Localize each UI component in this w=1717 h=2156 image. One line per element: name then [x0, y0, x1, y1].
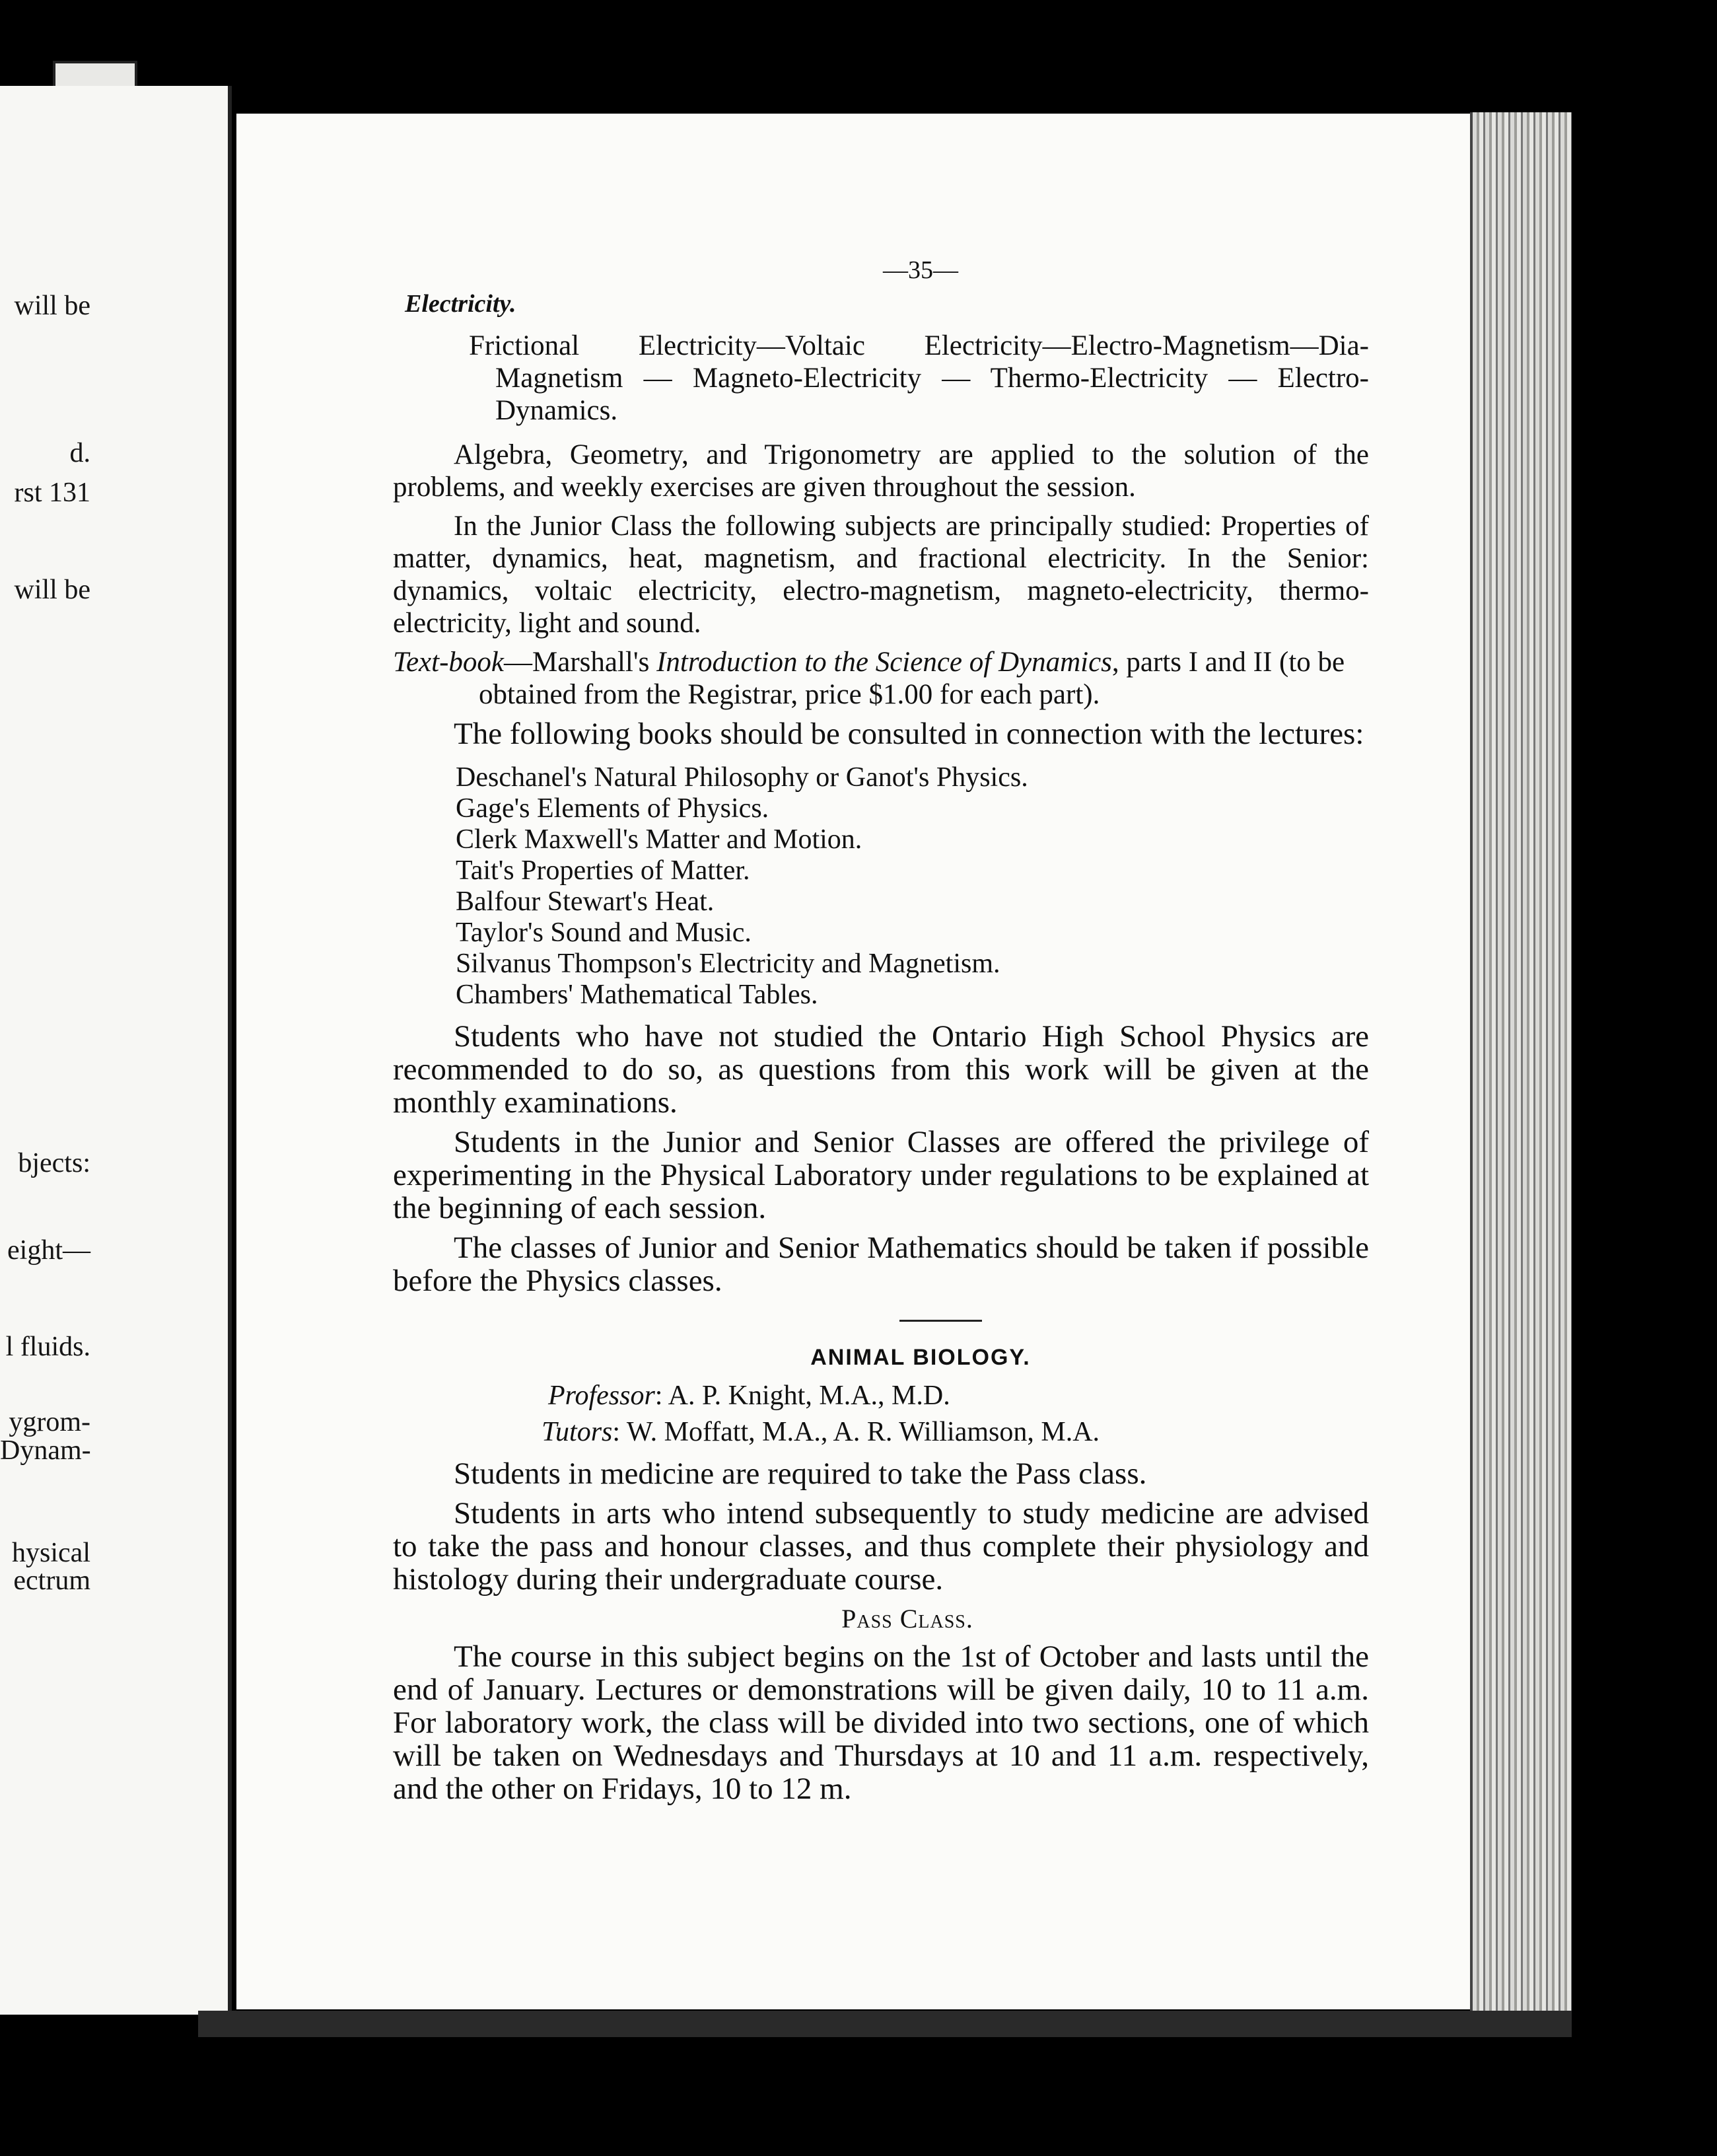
animal-biology-heading: ANIMAL BIOLOGY. — [810, 1345, 1031, 1370]
professor-line — [548, 1381, 1369, 1412]
book-list — [456, 762, 1369, 1011]
laboratory-paragraph: Students in the Junior and Senior Classes are offered the privilege of experimenting in the Physical Laboratory under regulations to be explained at the beginning of each session. — [393, 1125, 1369, 1225]
algebra-paragraph: Algebra, Geometry, and Trigonometry are applied to the solution of the problems, and weekly exercises are given throughout the session. — [393, 439, 1369, 503]
ontario-paragraph: Students who have not studied the Ontario High School Physics are recommended to do so, as questions from this work will be given at the monthly examinations. — [393, 1019, 1369, 1120]
left-fragment: will be — [14, 291, 90, 321]
page-content — [393, 254, 1369, 1812]
book-bottom-edge — [198, 2011, 1572, 2037]
textbook-title: Introduction to the Science of Dynamics — [656, 647, 1112, 678]
left-fragment: ygrom- — [9, 1407, 90, 1437]
left-fragment: bjects: — [18, 1148, 90, 1178]
tutors-line — [542, 1417, 1369, 1448]
left-fragment: eight— — [7, 1235, 90, 1266]
textbook-entry — [393, 646, 1369, 711]
tutors-role: Tutors — [542, 1417, 613, 1447]
textbook-details: , parts I and II (to be obtained from the Registrar, price $1.00 for each part). — [479, 647, 1345, 710]
list-item: Clerk Maxwell's Matter and Motion. — [456, 824, 862, 855]
pass-class-heading: Pass Class. — [841, 1604, 973, 1634]
list-item: Silvanus Thompson's Electricity and Magnetism. — [456, 949, 1000, 979]
left-page — [0, 86, 232, 2015]
left-fragment: d. — [69, 438, 90, 468]
left-fragment: hysical — [12, 1538, 90, 1568]
left-fragment: will be — [14, 575, 90, 605]
left-fragment: rst 131 — [14, 478, 90, 508]
textbook-label: Text-book — [393, 647, 504, 678]
page-edges — [1470, 112, 1572, 2015]
left-fragment: l fluids. — [5, 1332, 90, 1362]
list-item: Taylor's Sound and Music. — [456, 917, 752, 948]
left-fragment: Dynam- — [0, 1435, 91, 1466]
professor-name: : A. P. Knight, M.A., M.D. — [654, 1381, 950, 1411]
list-item: Balfour Stewart's Heat. — [456, 886, 715, 917]
following-books-paragraph: The following books should be consulted in connection with the lectures: — [454, 717, 1364, 751]
electricity-heading: Electricity. — [405, 290, 516, 318]
list-item: Gage's Elements of Physics. — [456, 793, 769, 824]
electricity-topics: Frictional Electricity—Voltaic Electricity—Electro-Magnetism—Dia-Magnetism — Magneto-Electricity — Thermo-Electricity — Electro-Dynamics. — [469, 330, 1369, 426]
section-divider — [899, 1320, 982, 1322]
textbook-author: —Marshall's — [504, 647, 657, 678]
list-item: Chambers' Mathematical Tables. — [456, 980, 818, 1010]
medicine-paragraph: Students in medicine are required to take the Pass class. — [454, 1456, 1147, 1491]
course-paragraph: The course in this subject begins on the 1st of October and lasts until the end of January. Lectures or demonstrations will be given daily, 10 to 11 a.m. For laboratory work, the class will be divided into two sections, one of which will be taken on Wednesdays and Thursdays at 10 and 11 a.m. respectively, and the other on Fridays, 10 to 12 m. — [393, 1639, 1369, 1806]
list-item: Deschanel's Natural Philosophy or Ganot's Physics. — [456, 762, 1028, 793]
tutors-names: : W. Moffatt, M.A., A. R. Williamson, M.A. — [612, 1417, 1100, 1447]
professor-role: Professor — [548, 1381, 655, 1411]
left-fragment: ectrum — [13, 1565, 90, 1596]
mathematics-classes-paragraph: The classes of Junior and Senior Mathematics should be taken if possible before the Physics classes. — [393, 1231, 1369, 1298]
arts-paragraph: Students in arts who intend subsequently to study medicine are advised to take the pass and honour classes, and thus complete their physiology and histology during their undergraduate course. — [393, 1496, 1369, 1597]
page-number: —35— — [883, 256, 958, 284]
junior-class-paragraph: In the Junior Class the following subjects are principally studied: Properties of matter, dynamics, heat, magnetism, and fractional electricity. In the Senior: dynamics, voltaic electricity, electro-magnetism, magneto-electricity, thermo-electricity, light and sound. — [393, 511, 1369, 639]
list-item: Tait's Properties of Matter. — [456, 855, 750, 886]
